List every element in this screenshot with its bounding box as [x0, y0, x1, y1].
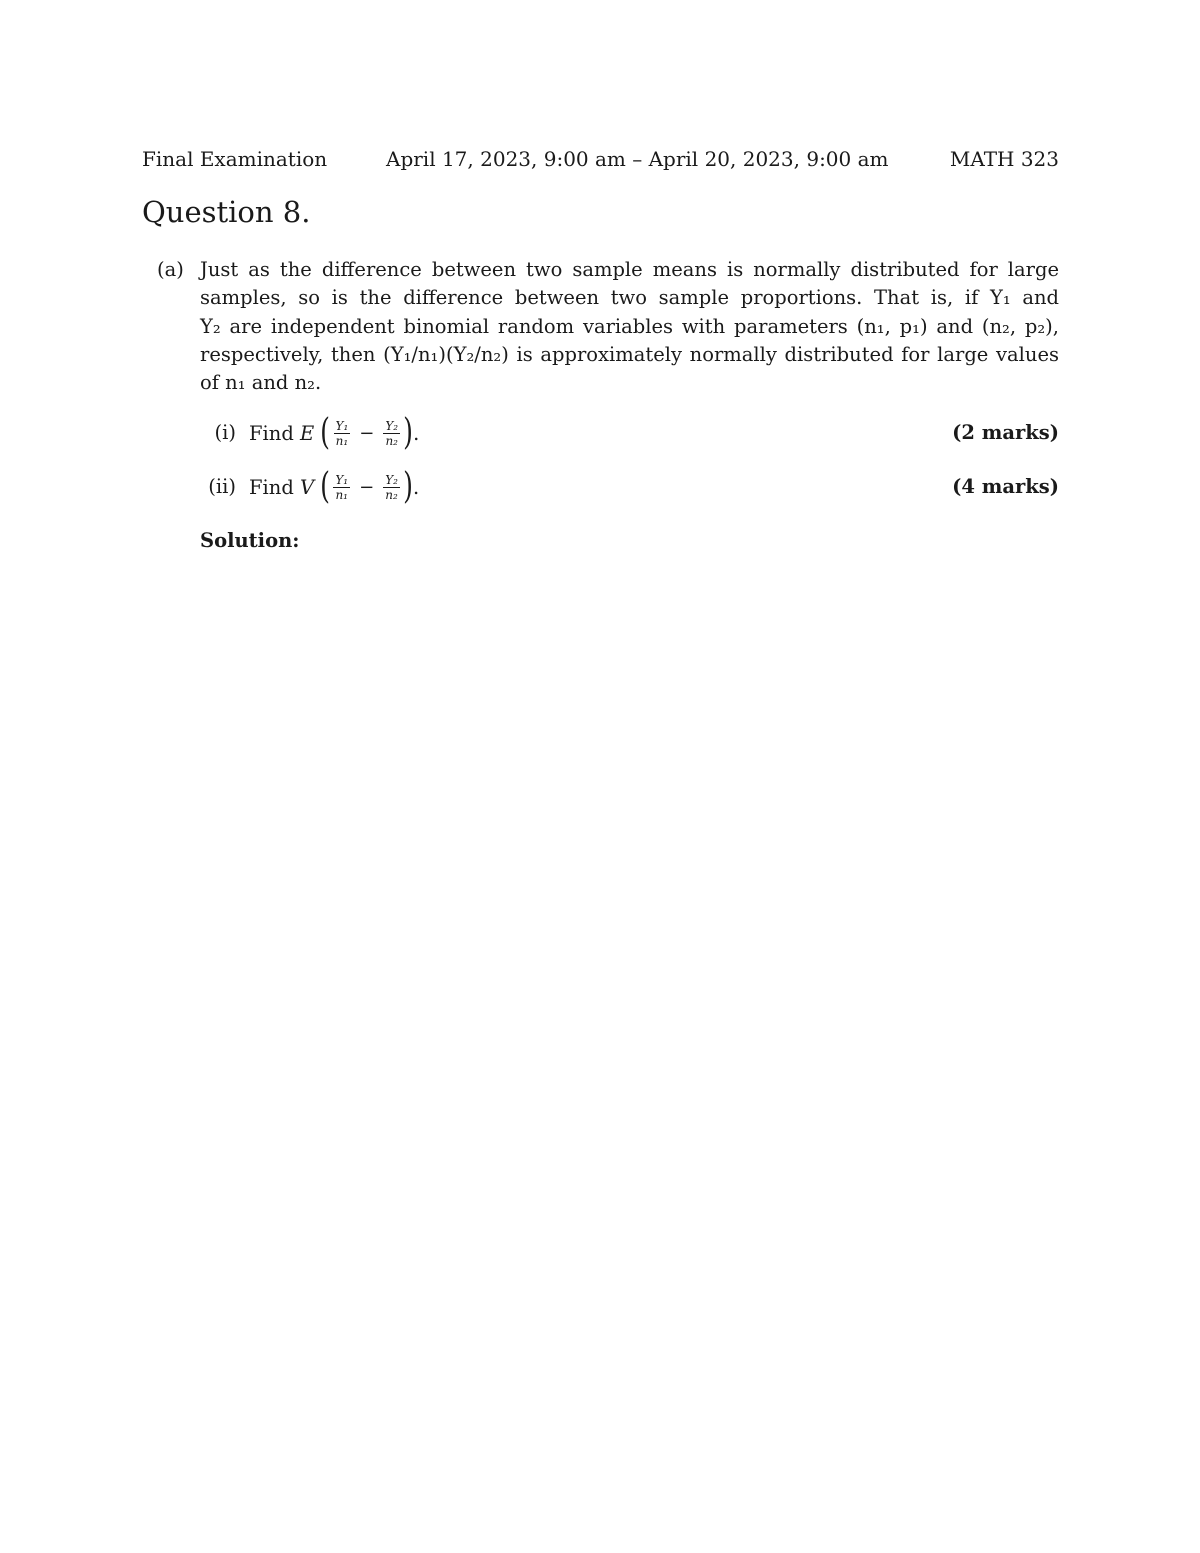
part-a-line-3: Y₂ are independent binomial random variables with parameters (n₁, p₁) and (n₂, p₂), — [200, 314, 1059, 338]
question-title: Question 8. — [142, 195, 311, 229]
minus-sign: − — [359, 422, 375, 444]
solution-label: Solution: — [200, 529, 300, 552]
item-ii-text: Find — [249, 475, 294, 499]
item-i-marks: (2 marks) — [952, 421, 1059, 444]
item-ii-expression — [249, 465, 419, 509]
header-exam-dates: April 17, 2023, 9:00 am – April 20, 2023, 9:00 am — [386, 147, 889, 171]
item-i-label: (i) — [214, 421, 236, 444]
part-a-line-1: Just as the difference between two sample means is normally distributed for large — [200, 258, 1059, 281]
fraction-numerator: Y₂ — [385, 418, 399, 433]
part-a-label: (a) — [157, 258, 184, 281]
fraction-y1-n1 — [333, 473, 350, 502]
period: . — [412, 475, 420, 499]
part-a-line-2: samples, so is the difference between two sample proportions. That is, if Y₁ and — [200, 286, 1059, 310]
item-i — [200, 411, 1059, 455]
fraction-y2-n2 — [383, 419, 400, 448]
part-a-line-4: respectively, then (Y₁/n₁)(Y₂/n₂) is approximately normally distributed for large values — [200, 342, 1059, 366]
part-a-paragraph — [200, 256, 1059, 397]
item-ii-marks: (4 marks) — [952, 475, 1059, 498]
item-i-text: Find — [249, 421, 294, 445]
header-course-code: MATH 323 — [949, 147, 1059, 171]
item-ii-label: (ii) — [208, 475, 236, 498]
right-paren: ) — [403, 412, 414, 453]
fraction-denominator: n₂ — [385, 487, 398, 502]
period: . — [413, 421, 420, 445]
left-paren: ( — [320, 412, 331, 453]
fraction-numerator: Y₂ — [385, 472, 398, 487]
variance-operator: V — [300, 475, 315, 499]
item-ii — [200, 465, 1059, 509]
left-paren: ( — [320, 466, 331, 507]
part-a-line-5: of n₁ and n₂. — [200, 371, 322, 395]
item-i-expression — [249, 411, 419, 455]
fraction-y1-n1 — [334, 419, 351, 448]
fraction-numerator: Y₁ — [335, 418, 349, 433]
fraction-denominator: n₁ — [335, 433, 349, 448]
fraction-denominator: n₁ — [335, 487, 348, 502]
minus-sign: − — [359, 476, 375, 498]
fraction-denominator: n₂ — [385, 433, 398, 448]
fraction-y2-n2 — [383, 473, 400, 502]
fraction-numerator: Y₁ — [335, 472, 349, 487]
right-paren: ) — [403, 466, 413, 507]
expectation-operator: E — [300, 421, 315, 445]
page-header — [142, 144, 1059, 174]
header-exam-title: Final Examination — [142, 147, 328, 171]
